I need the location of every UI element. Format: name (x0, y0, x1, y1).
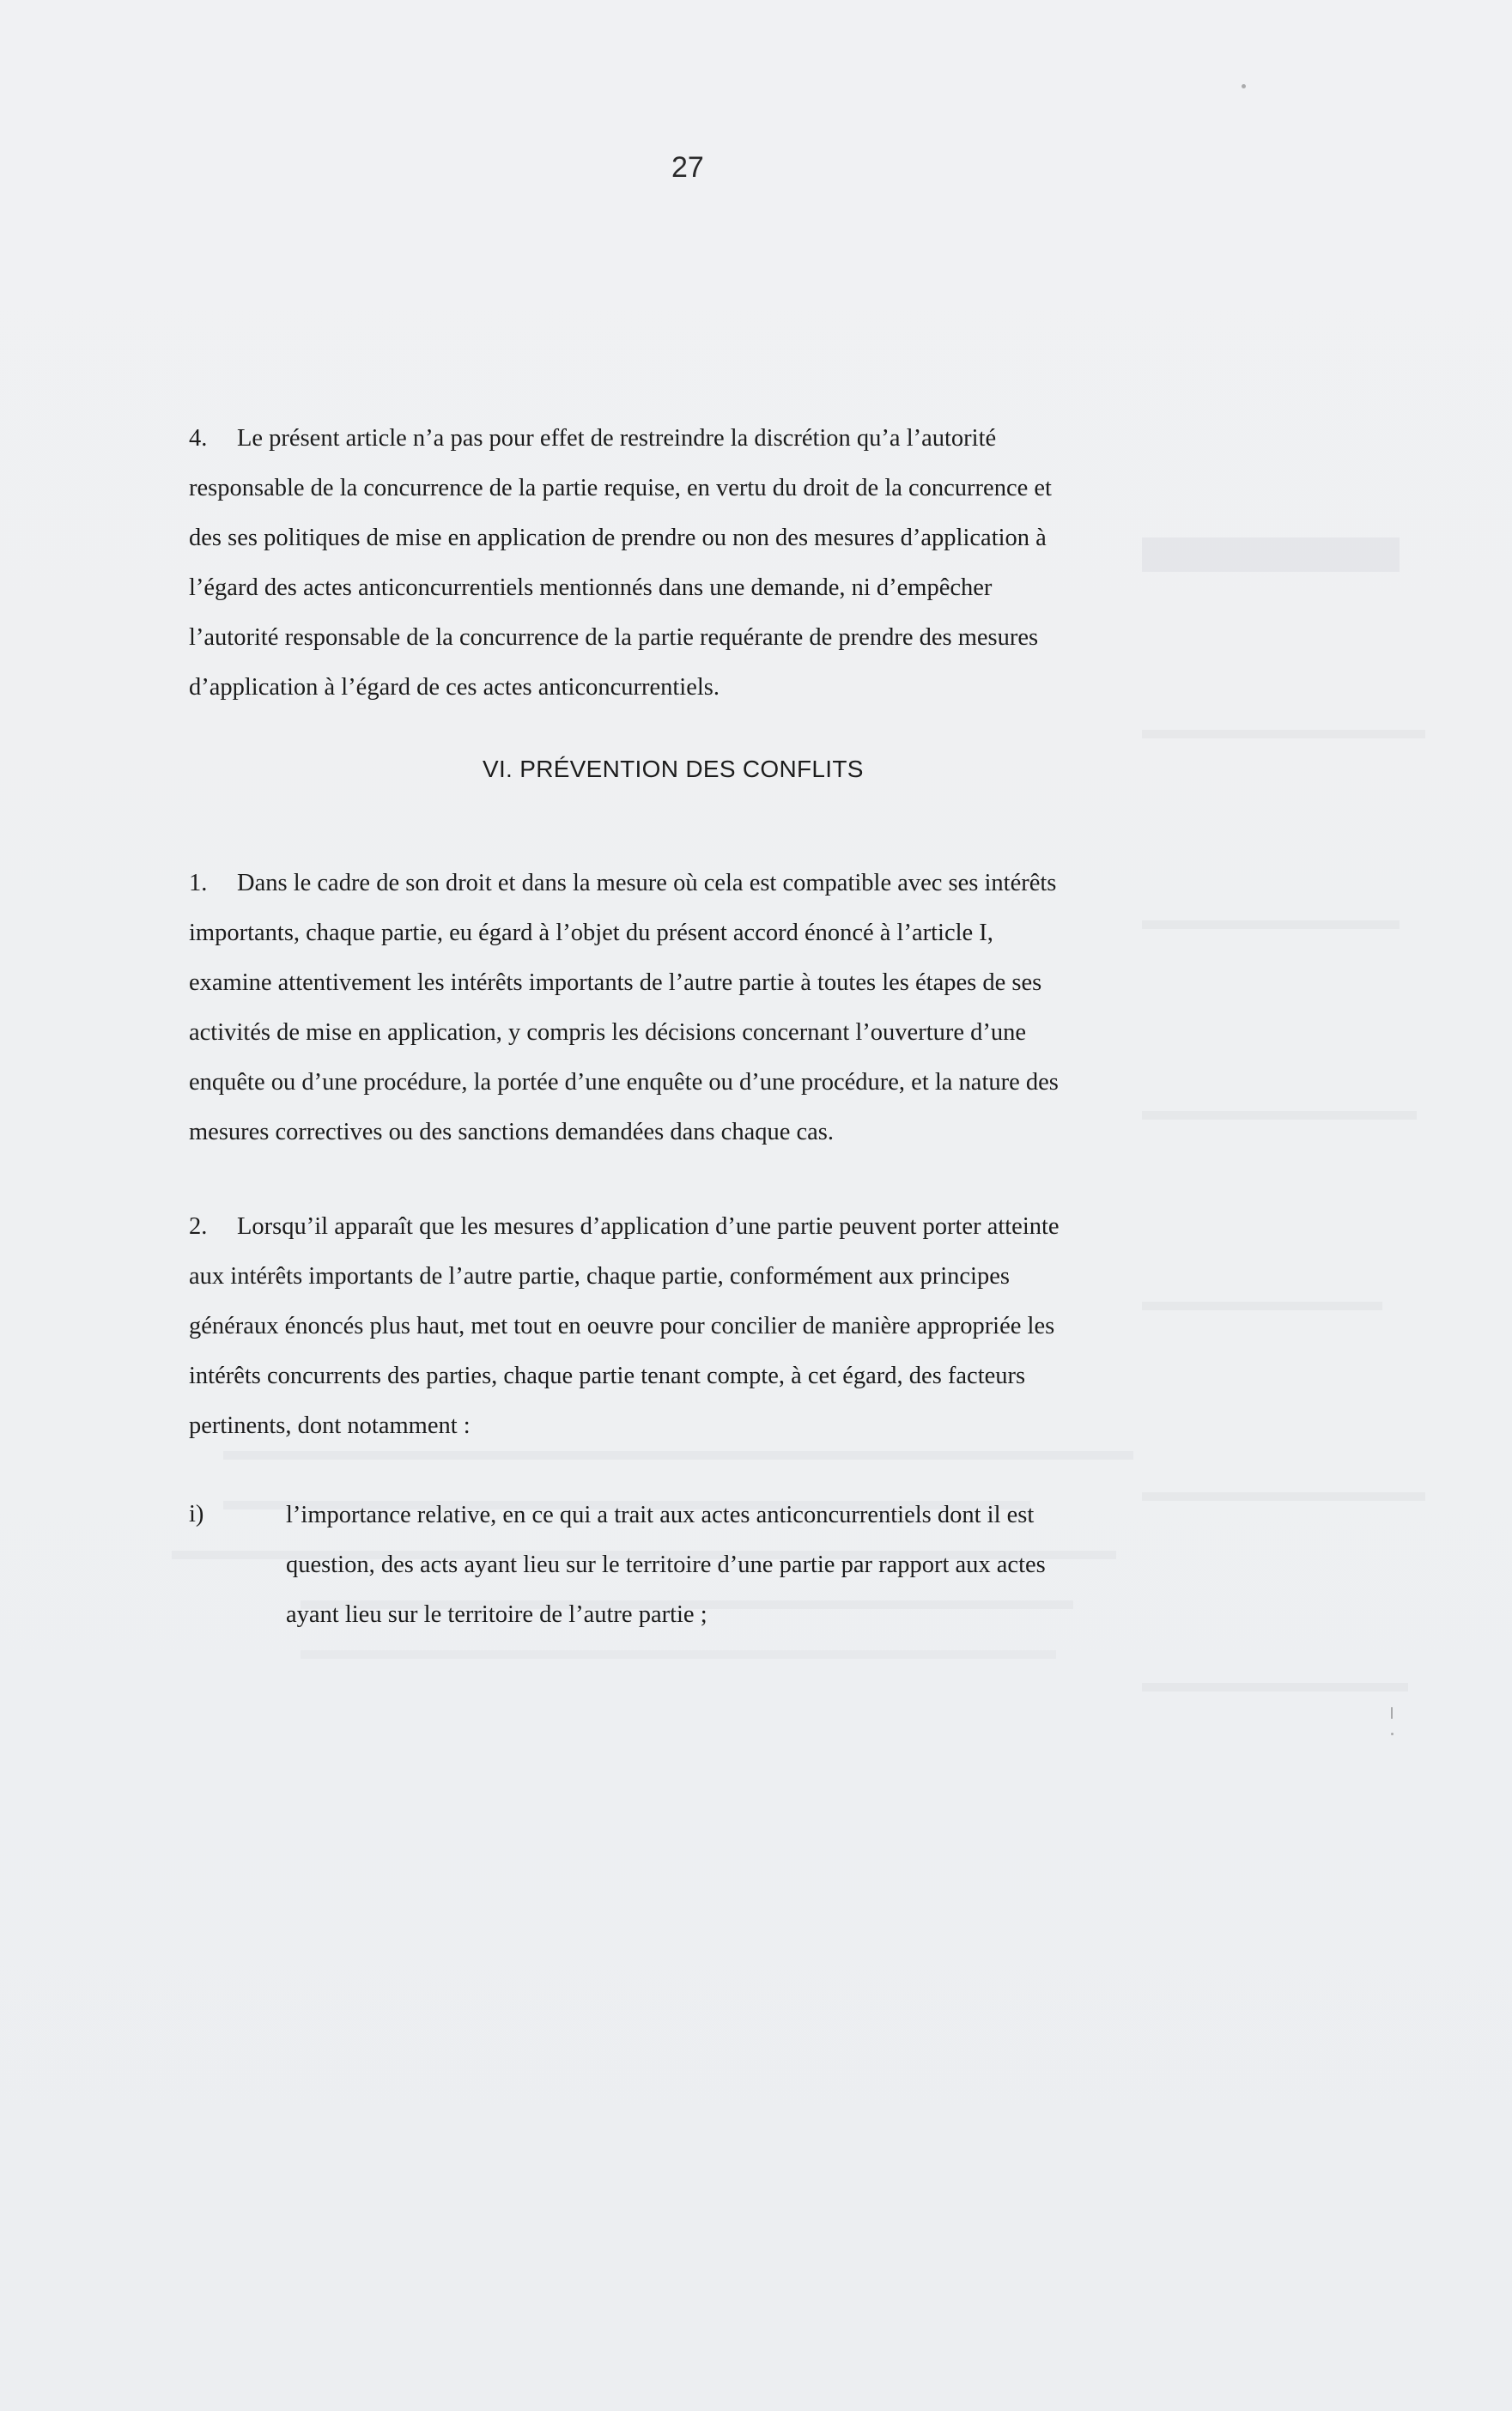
paragraph-line: aux intérêts importants de l’autre partie, chaque partie, conformément aux principes (189, 1263, 1010, 1290)
list-item-line: ayant lieu sur le territoire de l’autre partie ; (286, 1601, 707, 1628)
paragraph-line: Le présent article n’a pas pour effet de restreindre la discrétion qu’a l’autorité (237, 425, 997, 452)
list-item-line: question, des acts ayant lieu sur le territoire d’une partie par rapport aux actes (286, 1552, 1046, 1578)
paragraph-line: généraux énoncés plus haut, met tout en oeuvre pour concilier de manière appropriée les (189, 1313, 1055, 1339)
paragraph-line: pertinents, dont notamment : (189, 1412, 471, 1439)
paragraph-line: enquête ou d’une procédure, la portée d’une enquête ou d’une procédure, et la nature des (189, 1069, 1059, 1096)
paragraph-1 (189, 859, 1059, 1157)
paragraph-line: examine attentivement les intérêts importants de l’autre partie à toutes les étapes de ses (189, 969, 1042, 996)
list-item-label: i) (189, 1501, 204, 1527)
paragraph-number: 1. (189, 870, 208, 896)
scan-speck (1391, 1733, 1394, 1735)
paragraph-line: mesures correctives ou des sanctions demandées dans chaque cas. (189, 1119, 835, 1145)
paragraph-4 (189, 414, 1052, 713)
scan-speck (1391, 1707, 1393, 1719)
section-heading: VI. PRÉVENTION DES CONFLITS (483, 756, 864, 782)
paragraph-line: Dans le cadre de son droit et dans la mesure où cela est compatible avec ses intérêts (237, 870, 1057, 896)
page-number: 27 (671, 151, 704, 184)
paragraph-line: d’application à l’égard de ces actes anticoncurrentiels. (189, 674, 720, 701)
paragraph-number: 2. (189, 1213, 208, 1240)
paragraph-line: importants, chaque partie, eu égard à l’objet du présent accord énoncé à l’article I, (189, 920, 993, 946)
list-item-line: l’importance relative, en ce qui a trait aux actes anticoncurrentiels dont il est (286, 1502, 1035, 1528)
scan-speck (1242, 84, 1246, 88)
paragraph-line: activités de mise en application, y compris les décisions concernant l’ouverture d’une (189, 1019, 1027, 1046)
paragraph-2 (189, 1202, 1060, 1451)
paragraph-line: des ses politiques de mise en application de prendre ou non des mesures d’application à (189, 525, 1047, 551)
paragraph-line: responsable de la concurrence de la partie requise, en vertu du droit de la concurrence et (189, 475, 1052, 501)
list-item-text (286, 1491, 1046, 1640)
paragraph-line: l’égard des actes anticoncurrentiels mentionnés dans une demande, ni d’empêcher (189, 574, 993, 601)
paragraph-number: 4. (189, 425, 208, 452)
paragraph-line: Lorsqu’il apparaît que les mesures d’application d’une partie peuvent porter atteinte (237, 1213, 1060, 1240)
paragraph-line: intérêts concurrents des parties, chaque partie tenant compte, à cet égard, des facteurs (189, 1363, 1026, 1389)
paragraph-line: l’autorité responsable de la concurrence de la partie requérante de prendre des mesures (189, 624, 1039, 651)
